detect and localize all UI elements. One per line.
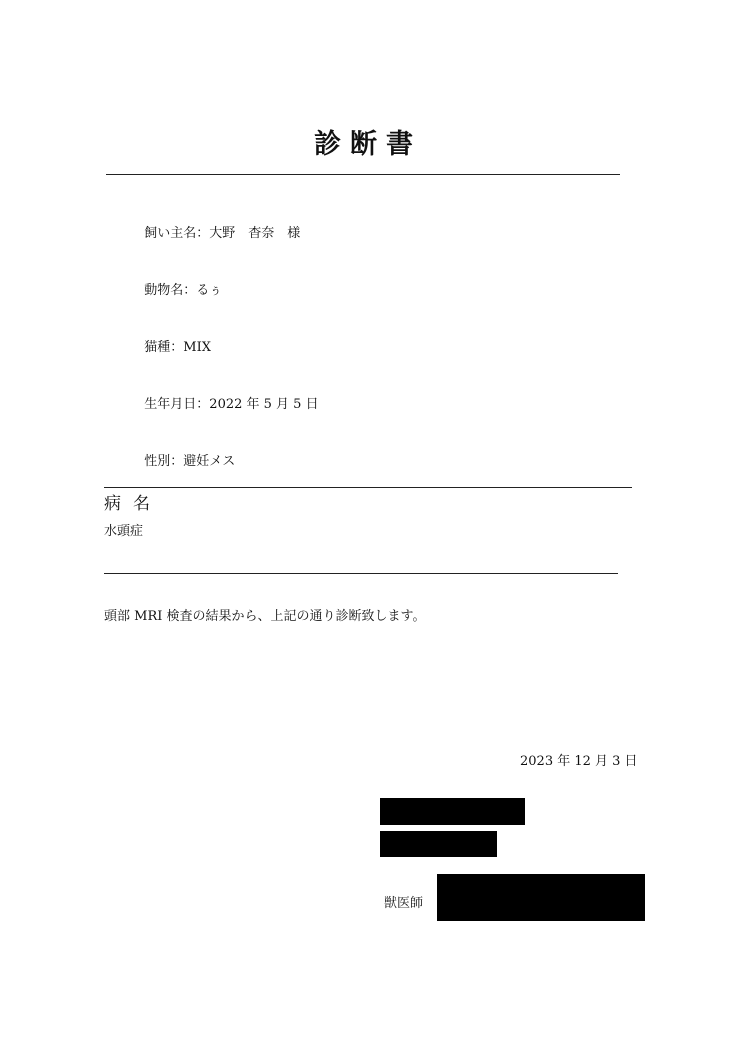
owner-name-field — [136, 207, 300, 241]
redacted-clinic-name — [380, 798, 525, 825]
sex-value: 避妊メス — [183, 454, 236, 469]
field-separator: ： — [196, 397, 210, 412]
owner-name-value: 大野 杳奈 様 — [209, 226, 301, 241]
field-separator: ： — [183, 283, 197, 298]
animal-name-field — [136, 264, 222, 298]
sex-field — [136, 435, 235, 469]
diagnosis-statement: 頭部 MRI 検査の結果から、上記の通り診断致します。 — [104, 609, 426, 624]
field-separator: ： — [170, 454, 184, 469]
field-label: 生年月日 — [144, 397, 197, 412]
veterinarian-label: 獣医師 — [384, 896, 424, 911]
diagnosis-bottom-divider — [104, 573, 618, 574]
diagnosis-heading: 病名 — [104, 494, 162, 514]
breed-field — [136, 321, 211, 355]
diagnosis-value: 水頭症 — [104, 524, 144, 539]
birth-date-value: 2022 年 5 月 5 日 — [209, 397, 319, 412]
document-title: 診断書 — [314, 129, 422, 160]
field-label: 猫種 — [144, 340, 171, 355]
field-separator: ： — [170, 340, 184, 355]
redacted-clinic-address — [380, 831, 497, 857]
diagnosis-top-divider — [104, 487, 632, 488]
issue-date: 2023 年 12 月 3 日 — [520, 754, 638, 769]
redacted-veterinarian-name — [437, 874, 645, 921]
field-label: 性別 — [144, 454, 171, 469]
field-label: 動物名 — [144, 283, 184, 298]
field-separator: ： — [196, 226, 210, 241]
breed-value: MIX — [183, 340, 211, 355]
animal-name-value: るぅ — [196, 283, 223, 298]
field-label: 飼い主名 — [144, 226, 197, 241]
title-divider — [106, 174, 620, 175]
birth-date-field — [136, 378, 319, 412]
